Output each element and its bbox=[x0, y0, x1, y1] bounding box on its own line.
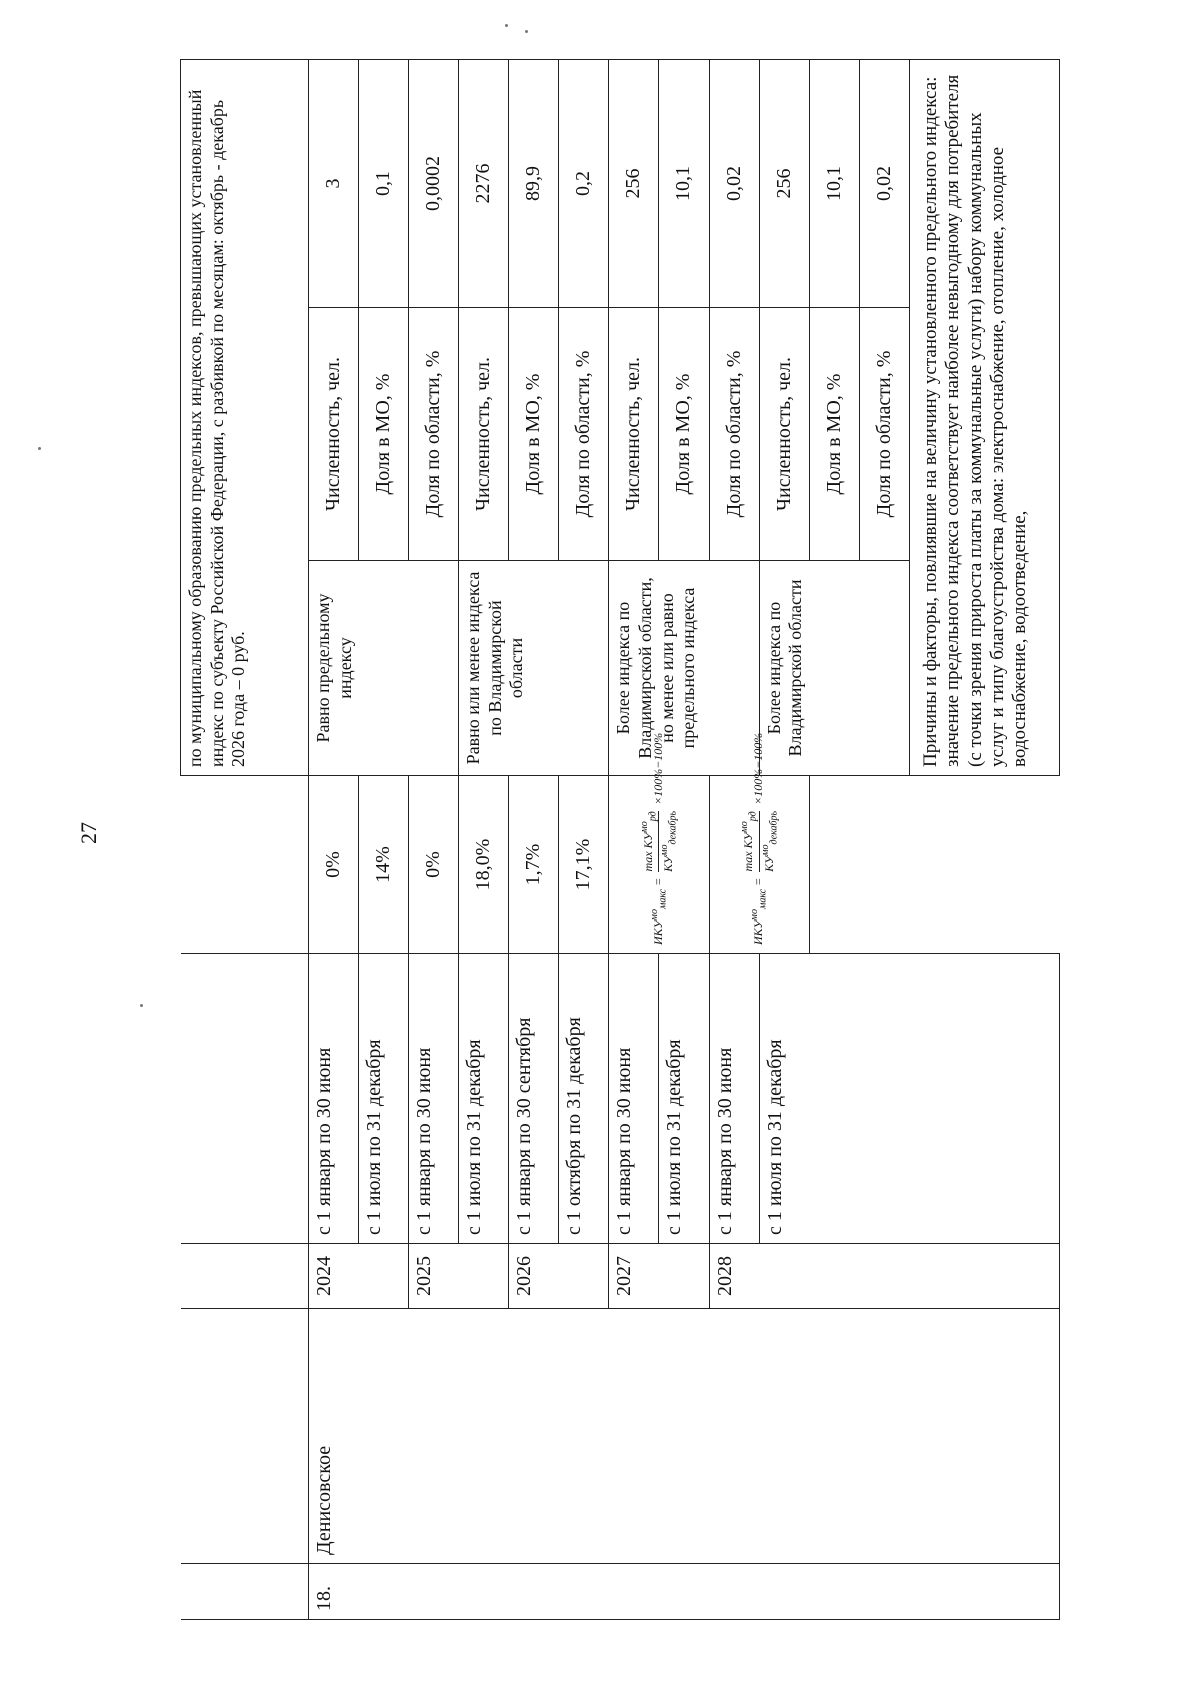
value-cell: 18,0% bbox=[459, 776, 509, 954]
header-note: по муниципальному образованию предельных индексов, превышающих установленный индекс по субъекту Российской Федерации, с разбивкой по месяцам: октябрь - декабрь 2026 года – 0 руб. bbox=[181, 59, 309, 775]
period-cell: с 1 октября по 31 декабря bbox=[559, 954, 609, 1244]
metric-value: 89,9 bbox=[509, 59, 559, 307]
cell-top-index bbox=[181, 1564, 309, 1620]
period-cell: с 1 января по 30 июня bbox=[609, 954, 659, 1244]
metric-label: Доля в МО, % bbox=[509, 308, 559, 561]
formula-denominator: $КУ^{мо}_{декабрь}$ bbox=[659, 810, 679, 872]
period-cell: с 1 июля по 31 декабря bbox=[459, 954, 509, 1244]
formula-lhs-sup: мо bbox=[648, 909, 660, 921]
period-cell: с 1 июля по 31 декабря bbox=[759, 954, 1059, 1244]
municipality-name: Денисовское bbox=[309, 1309, 1060, 1564]
group-label: Равно предельному индексу bbox=[309, 561, 459, 776]
period-cell: с 1 января по 30 июня bbox=[409, 954, 459, 1244]
metric-value: 0,2 bbox=[559, 59, 609, 307]
formula-fraction bbox=[639, 811, 680, 872]
metric-value: 0,0002 bbox=[409, 59, 459, 307]
year-cell: 2027 bbox=[609, 1244, 709, 1309]
value-cell: 1,7% bbox=[509, 776, 559, 954]
formula-cell bbox=[609, 732, 709, 954]
metric-label: Численность, чел. bbox=[759, 308, 809, 561]
rotated-table-page bbox=[180, 60, 1060, 1620]
row-index: 18. bbox=[309, 1564, 1060, 1620]
metric-label: Доля в МО, % bbox=[359, 308, 409, 561]
metric-label: Численность, чел. bbox=[309, 308, 359, 561]
formula-cell: $ИКУ^{мо}_{макс}$ = $\max КУ^{мо}_{рд}$ $КУ^{мо}_{декабрь}$ ×100%−100% bbox=[709, 776, 809, 954]
year-cell: 2026 bbox=[509, 1244, 609, 1309]
value-cell: 14% bbox=[359, 776, 409, 954]
metric-value: 0,02 bbox=[859, 59, 909, 307]
scan-speck bbox=[38, 447, 41, 450]
formula-tail: ×100%−100% bbox=[650, 732, 665, 805]
group-label: Равно или менее индекса по Владимирской области bbox=[459, 561, 609, 776]
cell-top-year bbox=[181, 1244, 309, 1309]
metric-value: 256 bbox=[609, 59, 659, 307]
period-cell: с 1 января по 30 июня bbox=[309, 954, 359, 1244]
metric-value: 0,02 bbox=[709, 59, 759, 307]
cell-top-value bbox=[181, 776, 309, 954]
value-cell: 0% bbox=[309, 776, 359, 954]
group-label: Более индекса по Владимирской области, но менее или равно предельного индекса bbox=[609, 561, 759, 776]
year-cell: 2025 bbox=[409, 1244, 509, 1309]
formula-fraction: $\max КУ^{мо}_{рд}$ $КУ^{мо}_{декабрь}$ bbox=[738, 810, 779, 872]
factors-text: Причины и факторы, повлиявшие на величину установленного предельного индекса: значение предельного индекса соответствует наиболее невыгодному для потребителя (с точки зрения прироста платы за коммунальные услуги) набору коммунальных услуг и типу благоустройства дома: электроснабжение, отопление, холодное водоснабжение, водоотведение, bbox=[909, 59, 1059, 775]
year-cell: 2024 bbox=[309, 1244, 409, 1309]
scan-speck bbox=[140, 1004, 143, 1007]
metric-label: Доля по области, % bbox=[409, 308, 459, 561]
formula-numerator: $\max КУ^{мо}_{рд}$ bbox=[638, 811, 658, 872]
metric-value: 10,1 bbox=[659, 59, 709, 307]
metric-label: Доля по области, % bbox=[859, 308, 909, 561]
formula-eq: = bbox=[650, 877, 665, 886]
metric-label: Доля по области, % bbox=[559, 308, 609, 561]
metric-label: Доля по области, % bbox=[709, 308, 759, 561]
metric-value: 3 bbox=[309, 59, 359, 307]
metric-value: 2276 bbox=[459, 59, 509, 307]
metric-value: 256 bbox=[759, 59, 809, 307]
formula-lhs-sub: макс bbox=[657, 888, 669, 910]
metric-value: 0,1 bbox=[359, 59, 409, 307]
scan-speck bbox=[525, 30, 528, 33]
metric-label: Доля в МО, % bbox=[809, 308, 859, 561]
metric-label: Численность, чел. bbox=[459, 308, 509, 561]
formula-lhs: ИКУ bbox=[650, 920, 665, 945]
period-cell: с 1 июля по 31 декабря bbox=[359, 954, 409, 1244]
cell-top-period bbox=[181, 954, 309, 1244]
metric-label: Численность, чел. bbox=[609, 308, 659, 561]
page-number: 27 bbox=[76, 822, 101, 844]
year-cell: 2028 bbox=[709, 1244, 1059, 1309]
index-table bbox=[180, 59, 1060, 1620]
scan-speck bbox=[505, 24, 508, 27]
value-cell: 17,1% bbox=[559, 776, 609, 954]
cell-top-name bbox=[181, 1309, 309, 1564]
period-cell: с 1 января по 30 сентября bbox=[509, 954, 559, 1244]
metric-value: 10,1 bbox=[809, 59, 859, 307]
value-cell-empty bbox=[809, 776, 1059, 954]
value-cell: 0% bbox=[409, 776, 459, 954]
metric-label: Доля в МО, % bbox=[659, 308, 709, 561]
period-cell: с 1 января по 30 июня bbox=[709, 954, 759, 1244]
period-cell: с 1 июля по 31 декабря bbox=[659, 954, 709, 1244]
group-label: Более индекса по Владимирской области bbox=[759, 561, 909, 776]
